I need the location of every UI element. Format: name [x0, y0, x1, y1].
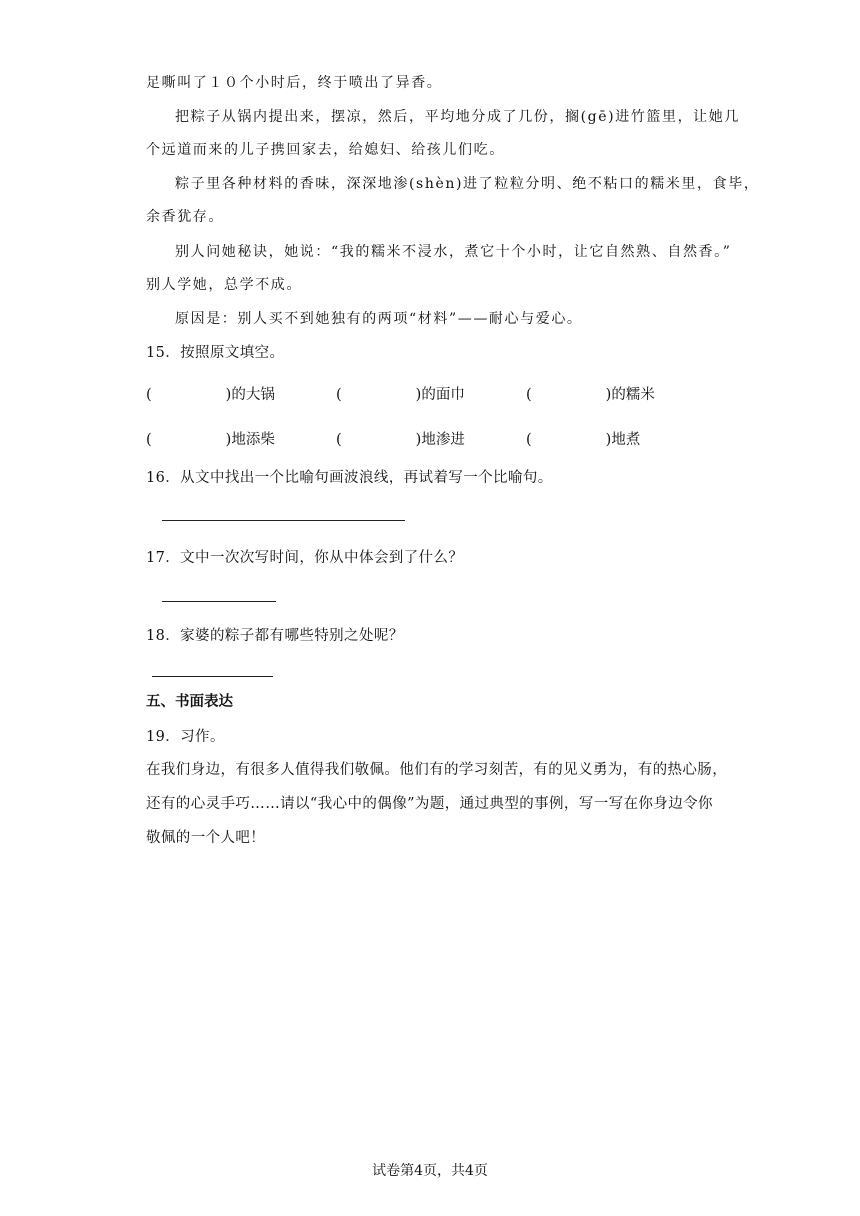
answer-line[interactable] — [162, 601, 276, 602]
fill-blank[interactable]: ( )地添柴 — [146, 432, 275, 448]
writing-prompt-line: 敬佩的一个人吧！ — [146, 830, 266, 846]
passage-line: 余香犹存。 — [146, 209, 224, 225]
question-15: 15．按照原文填空。 — [146, 345, 285, 361]
writing-prompt-line: 在我们身边，有很多人值得我们敬佩。他们有的学习刻苦，有的见义勇为，有的热心肠， — [146, 762, 728, 778]
fill-blank[interactable]: ( )的面巾 — [336, 387, 465, 403]
question-17: 17．文中一次次写时间，你从中体会到了什么？ — [146, 550, 464, 566]
page-footer: 试卷第4页，共4页 — [372, 1163, 488, 1179]
fill-blank[interactable]: ( )的糯米 — [526, 387, 655, 403]
fill-blank-row — [0, 428, 860, 448]
question-19: 19．习作。 — [146, 729, 225, 745]
question-16: 16．从文中找出一个比喻句画波浪线，再试着写一个比喻句。 — [146, 470, 553, 486]
fill-blank[interactable]: ( )地煮 — [526, 432, 641, 448]
writing-prompt-line: 还有的心灵手巧……请以“我心中的偶像”为题，通过典型的事例，写一写在你身边令你 — [146, 796, 713, 812]
passage-line: 个远道而来的儿子携回家去，给媳妇、给孩儿们吃。 — [146, 142, 505, 158]
fill-blank[interactable]: ( )的大锅 — [146, 387, 275, 403]
passage-line: 粽子里各种材料的香味，深深地渗(shèn)进了粒粒分明、绝不粘口的糯米里，食毕， — [175, 176, 760, 192]
fill-blank[interactable]: ( )地渗进 — [336, 432, 465, 448]
passage-line: 把粽子从锅内提出来，摆凉，然后，平均地分成了几份，搁(gē)进竹篮里，让她几 — [175, 109, 740, 125]
passage-line: 别人问她秘诀，她说：“我的糯米不浸水，煮它十个小时，让它自然熟、自然香。” — [175, 244, 732, 260]
answer-line[interactable] — [162, 520, 405, 521]
passage-line: 足嘶叫了１０个小时后，终于喷出了异香。 — [146, 75, 443, 91]
section-heading: 五、书面表达 — [146, 693, 233, 710]
question-18: 18．家婆的粽子都有哪些特别之处呢？ — [146, 628, 404, 644]
passage-line: 原因是：别人买不到她独有的两项“材料”——耐心与爱心。 — [175, 311, 583, 327]
fill-blank-row — [0, 383, 860, 403]
answer-line[interactable] — [152, 676, 273, 677]
passage-line: 别人学她，总学不成。 — [146, 277, 302, 293]
